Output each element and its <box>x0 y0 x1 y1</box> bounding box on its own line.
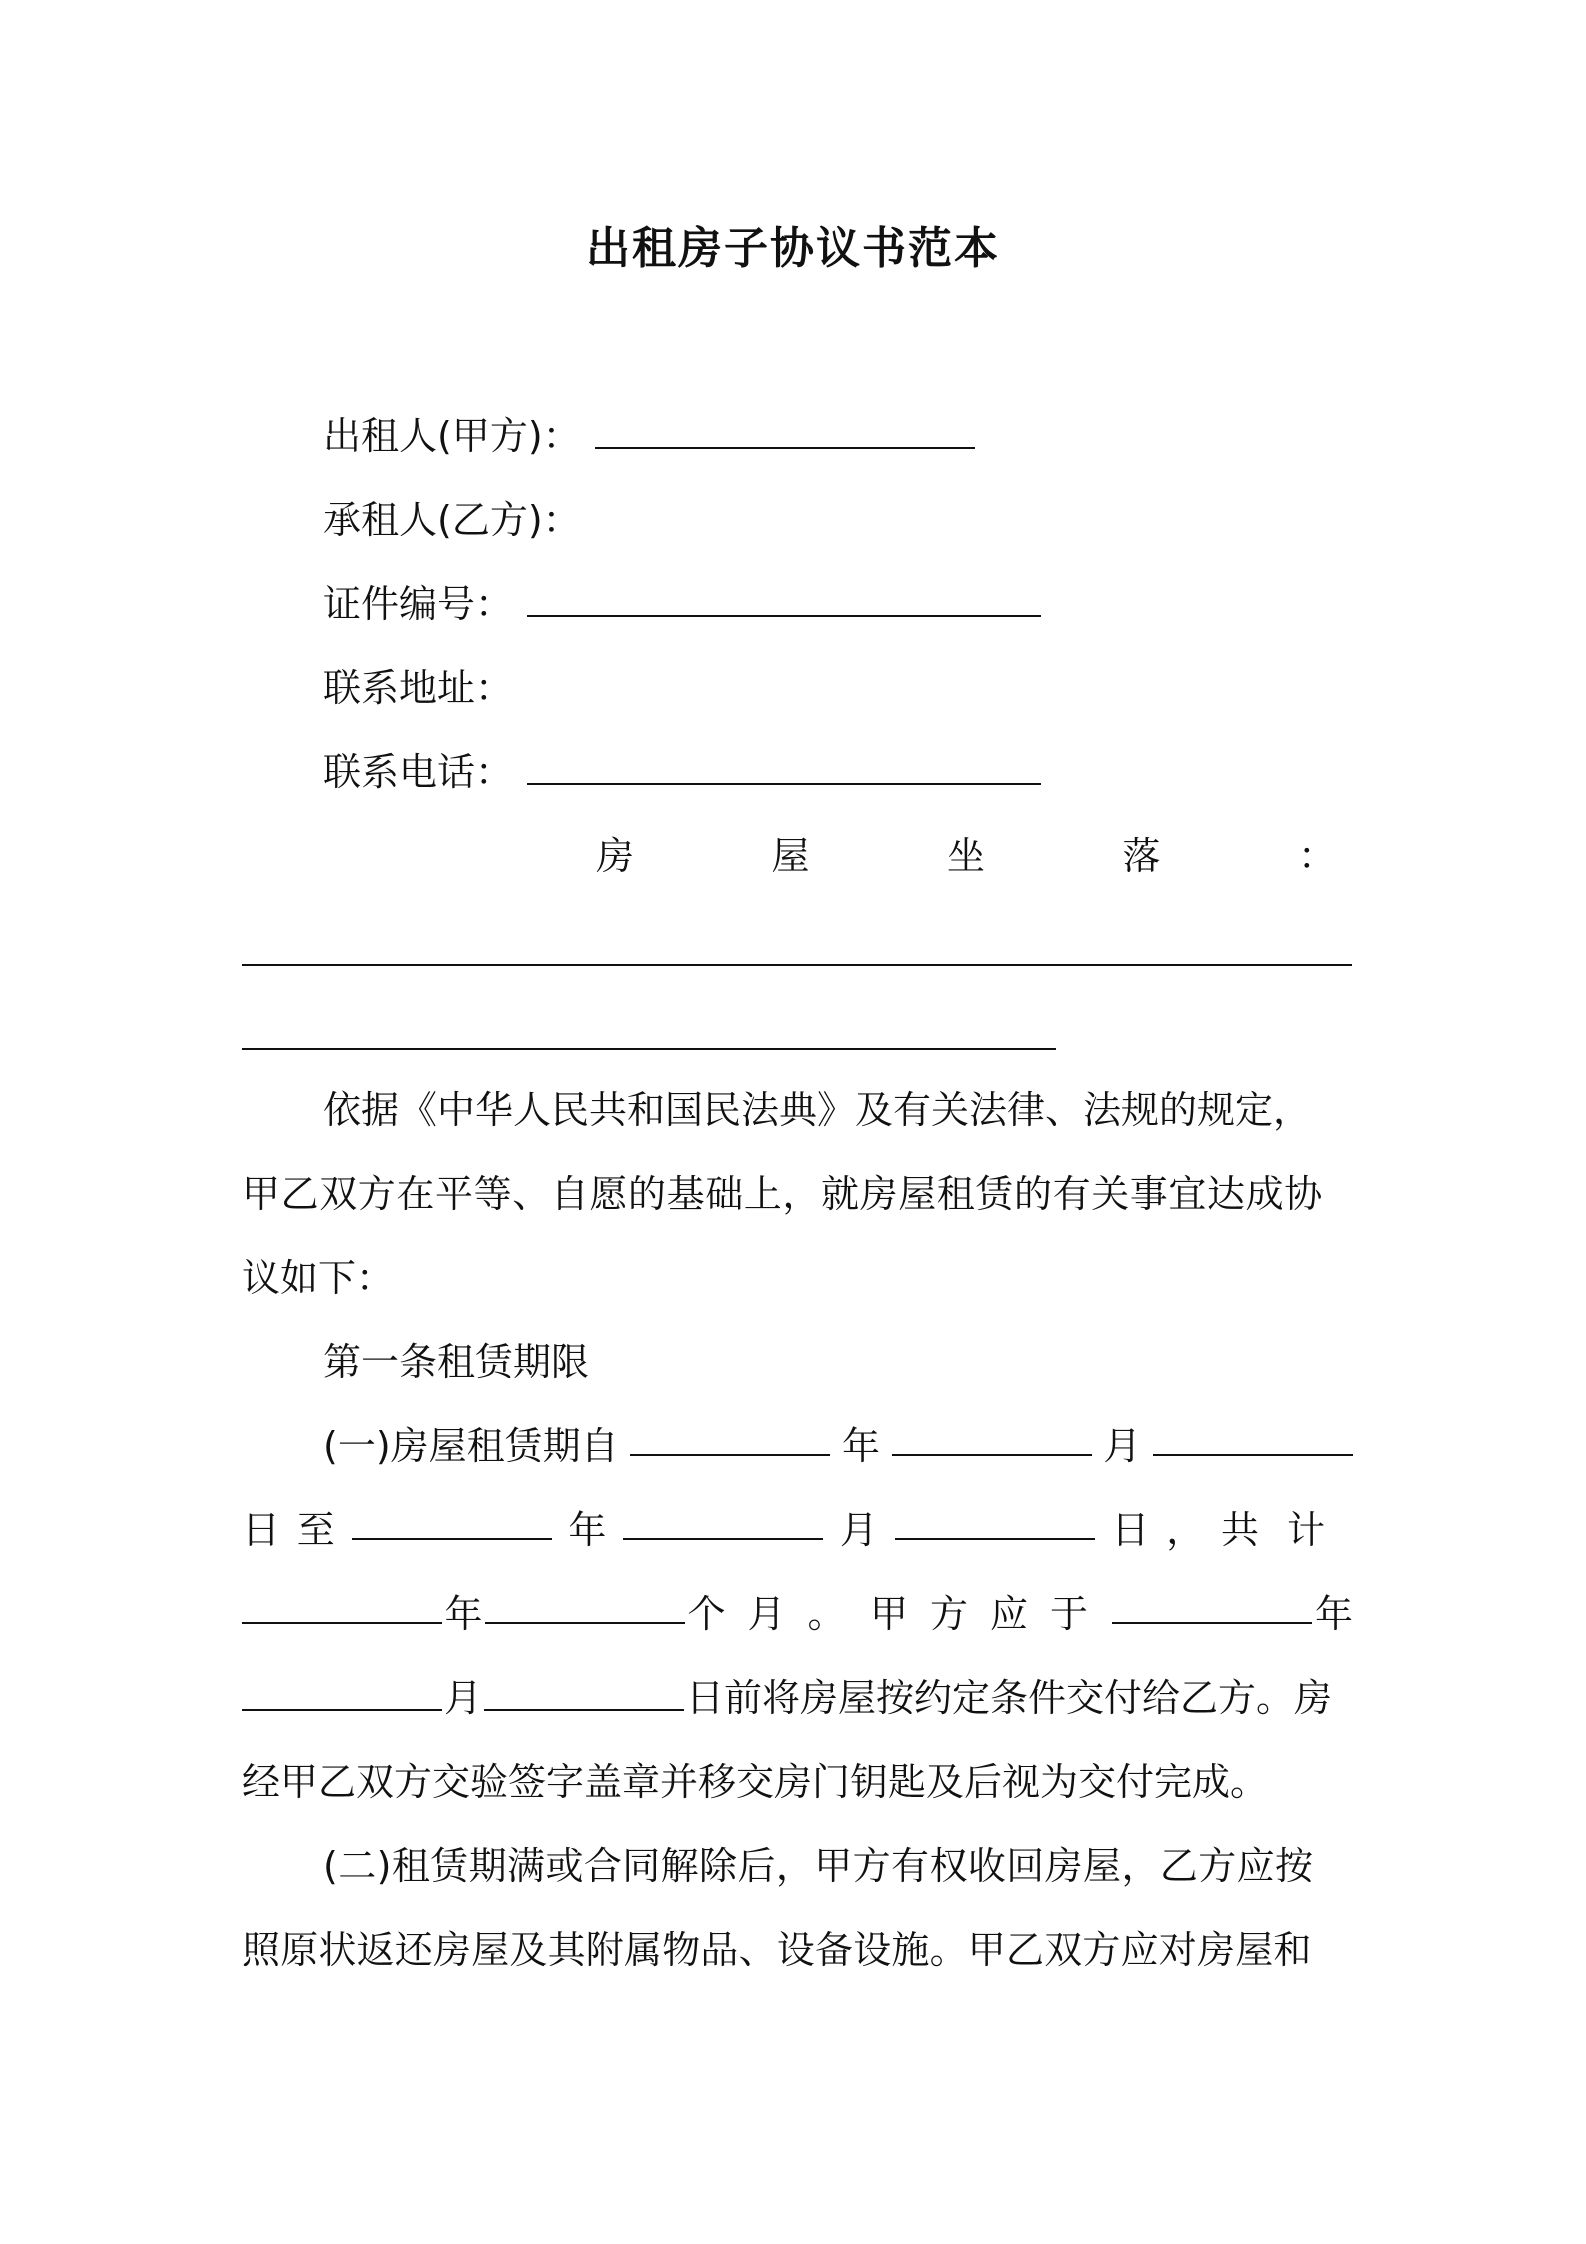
deliver-text: 日前将房屋按约定条件交付给乙方。房 <box>686 1676 1333 1720</box>
location-char: 坐 <box>946 834 985 878</box>
total-years-blank[interactable] <box>242 1588 442 1624</box>
clause-2-line-1: (二)租赁期满或合同解除后，甲方有权收回房屋，乙方应按 <box>323 1844 1314 1888</box>
end-month-blank[interactable] <box>623 1504 823 1540</box>
location-char: ： <box>1297 834 1336 878</box>
start-month-blank[interactable] <box>892 1420 1092 1456</box>
lessor-blank[interactable] <box>595 411 975 449</box>
location-char: 屋 <box>771 834 810 878</box>
to-text: 至 <box>296 1508 335 1552</box>
id-number-blank[interactable] <box>527 579 1041 617</box>
end-day-blank[interactable] <box>895 1504 1095 1540</box>
location-label <box>596 830 1336 882</box>
month-text: 月 <box>444 1676 483 1720</box>
lessee-field <box>323 494 581 546</box>
location-char: 落 <box>1122 834 1161 878</box>
deliver-day-blank[interactable] <box>484 1675 684 1711</box>
location-blank-1[interactable] <box>242 964 1352 966</box>
id-number-label: 证件编号： <box>323 582 514 626</box>
location-blank-2[interactable] <box>242 1048 1056 1050</box>
year-text: 年 <box>568 1508 607 1552</box>
clause-2-line-2: 照原状返还房屋及其附属物品、设备设施。甲乙双方应对房屋和 <box>242 1928 1312 1972</box>
month-text: 月 <box>1103 1424 1142 1468</box>
clause-1-line-1 <box>323 1420 1353 1472</box>
months-text: 个月。 <box>687 1592 868 1636</box>
phone-blank[interactable] <box>527 747 1041 785</box>
phone-label: 联系电话： <box>323 750 514 794</box>
deliver-month-blank[interactable] <box>242 1675 442 1711</box>
intro-line-1: 依据《中华人民共和国民法典》及有关法律、法规的规定， <box>323 1088 1312 1132</box>
total-text: 共计 <box>1220 1508 1353 1552</box>
year-text: 年 <box>841 1424 880 1468</box>
year-text: 年 <box>444 1592 483 1636</box>
clause-1-line-5: 经甲乙双方交验签字盖章并移交房门钥匙及后视为交付完成。 <box>242 1760 1269 1804</box>
location-char: 房 <box>596 834 635 878</box>
clause-1-line-4 <box>242 1672 1332 1724</box>
start-day-blank[interactable] <box>1153 1420 1353 1456</box>
id-number-field <box>323 578 1041 630</box>
clause-1-line-3 <box>242 1588 1353 1640</box>
phone-field <box>323 746 1041 798</box>
day-text: 日 <box>1111 1508 1150 1552</box>
end-year-blank[interactable] <box>352 1504 552 1540</box>
intro-line-3: 议如下： <box>242 1256 395 1300</box>
lessee-label: 承租人(乙方)： <box>323 498 581 542</box>
document-title: 出租房子协议书范本 <box>586 223 1000 274</box>
lessor-field <box>323 410 975 462</box>
lessor-label: 出租人(甲方)： <box>323 414 581 458</box>
address-label: 联系地址： <box>323 666 514 710</box>
clause-1-start: (一)房屋租赁期自 <box>323 1424 619 1468</box>
party-a-text: 甲方应于 <box>869 1592 1110 1636</box>
intro-line-2: 甲乙双方在平等、自愿的基础上，就房屋租赁的有关事宜达成协 <box>242 1172 1323 1216</box>
address-field <box>323 662 513 714</box>
month-text: 月 <box>839 1508 878 1552</box>
deliver-year-blank[interactable] <box>1112 1588 1312 1624</box>
comma-text: ， <box>1166 1508 1205 1552</box>
start-year-blank[interactable] <box>630 1420 830 1456</box>
day-text: 日 <box>242 1508 281 1552</box>
total-months-blank[interactable] <box>485 1588 685 1624</box>
year-text: 年 <box>1314 1592 1353 1636</box>
article-1-heading: 第一条租赁期限 <box>323 1340 590 1384</box>
clause-1-line-2 <box>242 1504 1353 1556</box>
